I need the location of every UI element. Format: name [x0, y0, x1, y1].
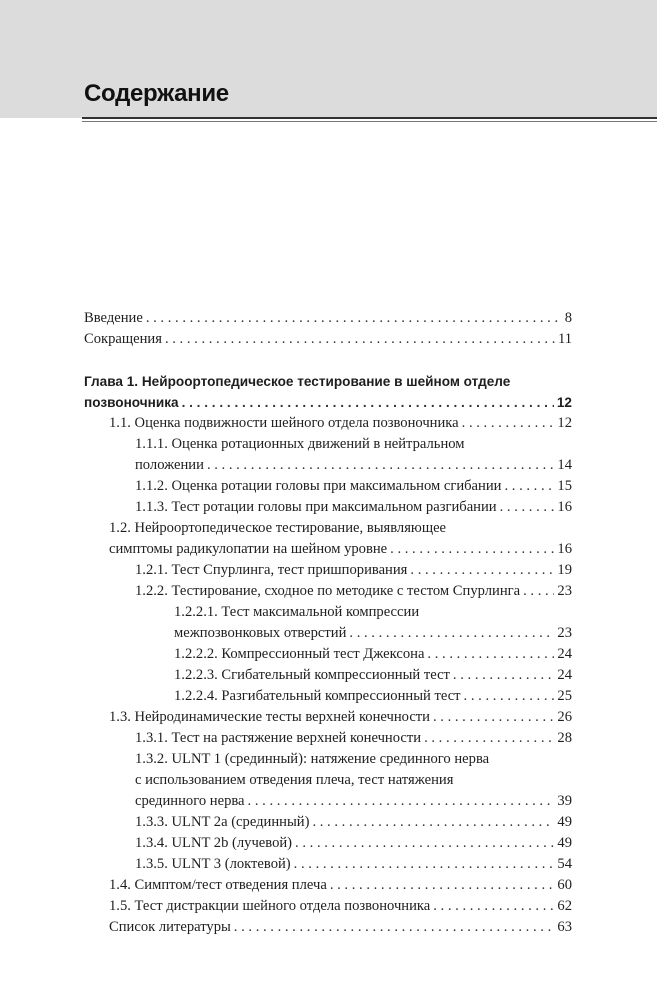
toc-entry-1-1-1[interactable] [84, 434, 572, 476]
dot-leader [312, 812, 554, 833]
toc-page-number: 25 [557, 688, 572, 704]
dot-leader [424, 728, 554, 749]
toc-entry-1-2[interactable] [84, 518, 572, 560]
toc-entry-1-3-3[interactable] [84, 812, 572, 833]
toc-page-number: 49 [557, 835, 572, 851]
dot-leader [433, 896, 554, 917]
toc-entry-title: 1.2.2. Тестирование, сходное по методике с тестом Спурлинга [135, 583, 521, 599]
toc-entry-title: 1.3. Нейродинамические тесты верхней конечности [109, 709, 430, 725]
dot-leader [294, 854, 555, 875]
toc-entry-abbreviations[interactable] [84, 329, 572, 350]
toc-entry-1-3-2[interactable] [84, 749, 572, 812]
dot-leader [453, 665, 554, 686]
toc-entry-1-1[interactable] [84, 413, 572, 434]
toc-entry-title: 1.3.3. ULNT 2a (срединный) [135, 814, 310, 830]
toc-page-number: 49 [557, 814, 572, 830]
toc-page-number: 60 [557, 877, 572, 893]
dot-leader [146, 308, 562, 329]
toc-page-number: 23 [557, 625, 572, 641]
toc-page-number: 19 [557, 562, 572, 578]
dot-leader [330, 875, 555, 896]
dot-leader [504, 476, 554, 497]
toc-page-number: 26 [557, 709, 572, 725]
toc-entry-title: 1.3.5. ULNT 3 (локтевой) [135, 856, 291, 872]
toc-entry-1-2-2-1[interactable] [84, 602, 572, 644]
toc-entry-title: 1.2.2.2. Компрессионный тест Джексона [174, 646, 425, 662]
toc-entry-title-line: Глава 1. Нейроортопедическое тестирование в шейном отделе [84, 374, 511, 389]
dot-leader [165, 329, 555, 350]
toc-page-number: 23 [557, 583, 572, 599]
toc-entry-1-3[interactable] [84, 707, 572, 728]
page-title: Содержание [84, 80, 229, 107]
toc-entry-references[interactable] [84, 917, 572, 938]
toc-page-number: 12 [557, 415, 572, 431]
toc-entry-title: позвоночника [84, 395, 179, 410]
toc-entry-title: межпозвонковых отверстий [174, 625, 347, 641]
table-of-contents [84, 308, 572, 938]
dot-leader [427, 644, 554, 665]
toc-entry-1-4[interactable] [84, 875, 572, 896]
dot-leader [500, 497, 555, 518]
toc-page-number: 63 [557, 919, 572, 935]
toc-entry-1-2-2-3[interactable] [84, 665, 572, 686]
toc-entry-title: Введение [84, 310, 143, 326]
toc-entry-title: 1.5. Тест дистракции шейного отдела позвоночника [109, 898, 431, 914]
toc-entry-title: Сокращения [84, 331, 162, 347]
dot-leader [234, 917, 555, 938]
toc-entry-title: срединного нерва [135, 793, 245, 809]
toc-entry-title: 1.3.4. ULNT 2b (лучевой) [135, 835, 293, 851]
toc-entry-title-line: с использованием отведения плеча, тест натяжения [135, 772, 454, 788]
toc-entry-1-2-2-4[interactable] [84, 686, 572, 707]
toc-page-number: 28 [557, 730, 572, 746]
toc-entry-title-line: 1.1.1. Оценка ротационных движений в нейтральном [135, 436, 465, 452]
toc-entry-1-5[interactable] [84, 896, 572, 917]
dot-leader [295, 833, 554, 854]
toc-entry-1-3-5[interactable] [84, 854, 572, 875]
dot-leader [464, 686, 555, 707]
toc-page-number: 16 [557, 499, 572, 515]
dot-leader [182, 392, 554, 413]
toc-entry-title: 1.1.3. Тест ротации головы при максимальном разгибании [135, 499, 497, 515]
header-divider-thin [82, 121, 657, 122]
toc-page-number: 14 [557, 457, 572, 473]
toc-page-number: 12 [556, 395, 572, 410]
toc-entry-title: 1.3.1. Тест на растяжение верхней конечности [135, 730, 422, 746]
toc-entry-title: симптомы радикулопатии на шейном уровне [109, 541, 388, 557]
toc-entry-title-line: 1.3.2. ULNT 1 (срединный): натяжение срединного нерва [135, 751, 490, 767]
toc-entry-1-2-2[interactable] [84, 581, 572, 602]
toc-entry-title-line: 1.2. Нейроортопедическое тестирование, выявляющее [109, 520, 447, 536]
dot-leader [248, 791, 555, 812]
toc-page-number: 39 [557, 793, 572, 809]
toc-entry-chapter-1[interactable] [84, 371, 572, 413]
toc-page-number: 11 [557, 331, 572, 347]
toc-page-number: 24 [557, 646, 572, 662]
dot-leader [523, 581, 554, 602]
header-divider [82, 117, 657, 119]
toc-entry-title: положении [135, 457, 204, 473]
toc-entry-1-1-2[interactable] [84, 476, 572, 497]
dot-leader [410, 560, 554, 581]
toc-entry-title: 1.1.2. Оценка ротации головы при максимальном сгибании [135, 478, 502, 494]
dot-leader [462, 413, 555, 434]
toc-entry-1-1-3[interactable] [84, 497, 572, 518]
toc-entry-1-2-2-2[interactable] [84, 644, 572, 665]
toc-entry-title: 1.2.2.3. Сгибательный компрессионный тест [174, 667, 450, 683]
dot-leader [433, 707, 554, 728]
toc-entry-1-3-1[interactable] [84, 728, 572, 749]
toc-page-number: 16 [557, 541, 572, 557]
dot-leader [390, 539, 554, 560]
toc-page-number: 62 [557, 898, 572, 914]
toc-page-number: 54 [557, 856, 572, 872]
toc-page-number: 15 [557, 478, 572, 494]
dot-leader [207, 455, 554, 476]
toc-entry-title: 1.4. Симптом/тест отведения плеча [109, 877, 327, 893]
toc-entry-title: 1.2.2.4. Разгибательный компрессионный тест [174, 688, 461, 704]
toc-page-number: 8 [564, 310, 572, 326]
toc-entry-title: 1.1. Оценка подвижности шейного отдела позвоночника [109, 415, 459, 431]
toc-entry-introduction[interactable] [84, 308, 572, 329]
toc-entry-title-line: 1.2.2.1. Тест максимальной компрессии [174, 604, 420, 620]
dot-leader [349, 623, 554, 644]
toc-entry-1-2-1[interactable] [84, 560, 572, 581]
toc-entry-1-3-4[interactable] [84, 833, 572, 854]
toc-page-number: 24 [557, 667, 572, 683]
toc-entry-title: Список литературы [109, 919, 231, 935]
toc-entry-title: 1.2.1. Тест Спурлинга, тест пришпоривания [135, 562, 408, 578]
